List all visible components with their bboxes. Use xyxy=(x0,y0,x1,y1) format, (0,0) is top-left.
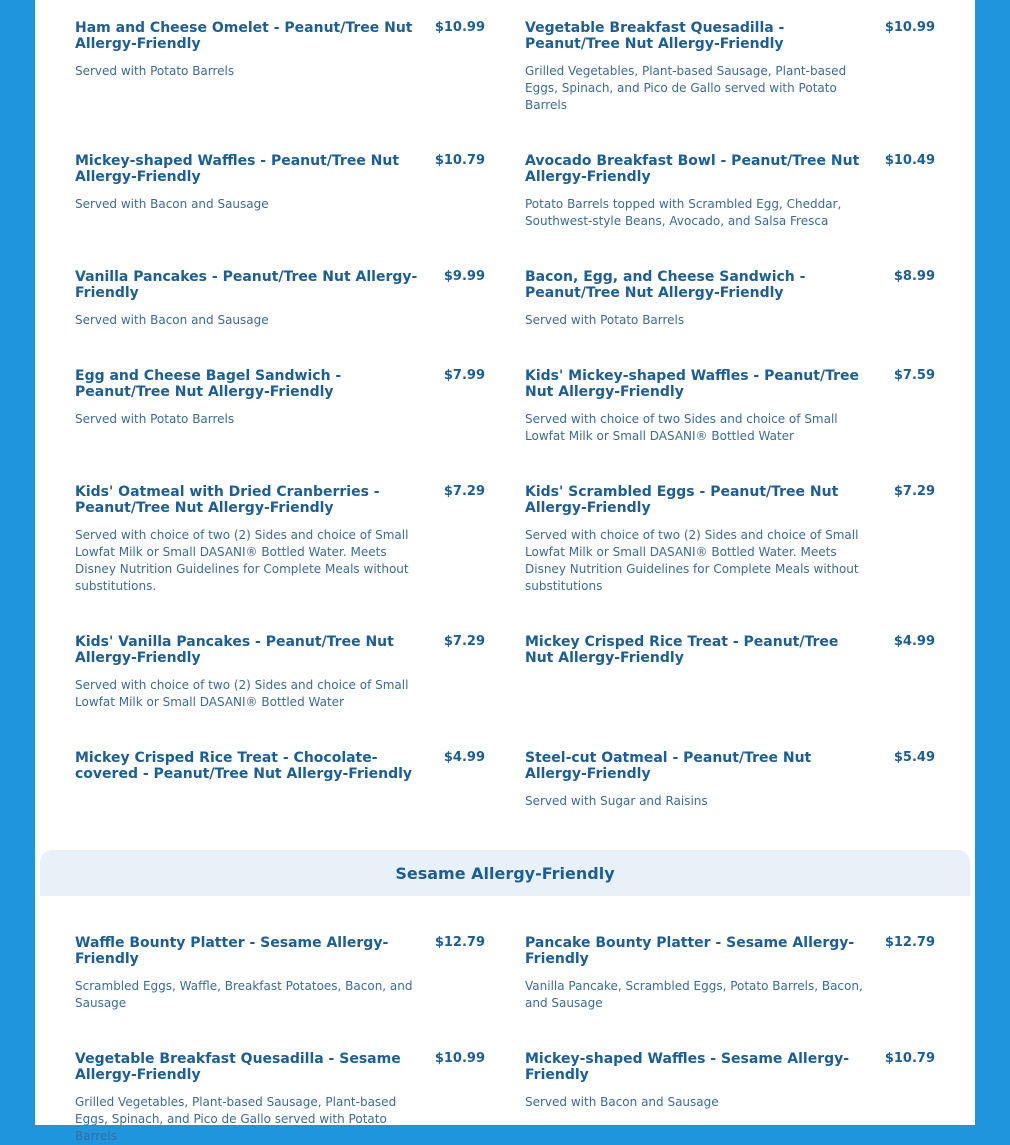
item-price: $4.99 xyxy=(893,634,935,649)
item-name: Vegetable Breakfast Quesadilla - Sesame Allergy-Friendly xyxy=(75,1051,401,1083)
item-name: Kids' Mickey-shaped Waffles - Peanut/Tree Nut Allergy-Friendly xyxy=(525,368,859,400)
item-description: Served with Potato Barrels xyxy=(75,64,235,78)
item-name: Mickey-shaped Waffles - Sesame Allergy-Friendly xyxy=(525,1051,850,1083)
item-price: $10.79 xyxy=(884,1051,935,1066)
item-price: $10.99 xyxy=(884,20,935,35)
item-name: Kids' Scrambled Eggs - Peanut/Tree Nut Allergy-Friendly xyxy=(525,484,839,516)
item-price: $8.99 xyxy=(893,269,935,284)
item-name: Steel-cut Oatmeal - Peanut/Tree Nut Allergy-Friendly xyxy=(525,750,812,782)
item-description: Grilled Vegetables, Plant-based Sausage, Plant-based Eggs, Spinach, and Pico de Gallo served with Potato Barrels xyxy=(525,64,847,112)
item-price: $12.79 xyxy=(884,935,935,950)
item-price: $7.29 xyxy=(443,634,485,649)
item-description: Served with choice of two (2) Sides and choice of Small Lowfat Milk or Small DASANI® Bottled Water. Meets Disney Nutrition Guidelines for Complete Meals without substitutions. xyxy=(75,528,409,593)
item-price: $10.99 xyxy=(434,1051,485,1066)
item-price: $7.29 xyxy=(443,484,485,499)
item-name: Vegetable Breakfast Quesadilla - Peanut/Tree Nut Allergy-Friendly xyxy=(525,20,785,52)
item-description: Served with Potato Barrels xyxy=(75,412,235,426)
item-name: Vanilla Pancakes - Peanut/Tree Nut Allergy-Friendly xyxy=(75,269,418,301)
item-description: Grilled Vegetables, Plant-based Sausage, Plant-based Eggs, Spinach, and Pico de Gallo served with Potato Barrels xyxy=(75,1095,397,1143)
item-description: Scrambled Eggs, Waffle, Breakfast Potatoes, Bacon, and Sausage xyxy=(75,979,413,1010)
item-price: $7.29 xyxy=(893,484,935,499)
item-price: $9.99 xyxy=(443,269,485,284)
item-price: $7.59 xyxy=(893,368,935,383)
item-name: Bacon, Egg, and Cheese Sandwich - Peanut/Tree Nut Allergy-Friendly xyxy=(525,269,806,301)
item-name: Egg and Cheese Bagel Sandwich - Peanut/Tree Nut Allergy-Friendly xyxy=(75,368,342,400)
item-description: Served with Sugar and Raisins xyxy=(525,794,708,808)
item-name: Pancake Bounty Platter - Sesame Allergy-Friendly xyxy=(525,935,855,967)
item-name: Waffle Bounty Platter - Sesame Allergy-Friendly xyxy=(75,935,389,967)
item-name: Mickey Crisped Rice Treat - Peanut/Tree Nut Allergy-Friendly xyxy=(525,634,839,666)
item-name: Ham and Cheese Omelet - Peanut/Tree Nut Allergy-Friendly xyxy=(75,20,413,52)
item-description: Served with Bacon and Sausage xyxy=(75,313,269,327)
item-price: $5.49 xyxy=(893,750,935,765)
item-description: Served with choice of two (2) Sides and choice of Small Lowfat Milk or Small DASANI® Bottled Water. Meets Disney Nutrition Guidelines for Complete Meals without substitutions xyxy=(525,528,859,593)
item-description: Served with Bacon and Sausage xyxy=(525,1095,719,1109)
section-title: Sesame Allergy-Friendly xyxy=(395,863,615,883)
item-name: Kids' Oatmeal with Dried Cranberries - Peanut/Tree Nut Allergy-Friendly xyxy=(75,484,380,516)
item-price: $10.49 xyxy=(884,153,935,168)
item-description: Served with Bacon and Sausage xyxy=(75,197,269,211)
item-description: Potato Barrels topped with Scrambled Egg, Cheddar, Southwest-style Beans, Avocado, and Salsa Fresca xyxy=(525,197,842,228)
item-description: Vanilla Pancake, Scrambled Eggs, Potato Barrels, Bacon, and Sausage xyxy=(525,979,863,1010)
item-description: Served with Potato Barrels xyxy=(525,313,685,327)
item-description: Served with choice of two Sides and choice of Small Lowfat Milk or Small DASANI® Bottled Water xyxy=(525,412,838,443)
item-name: Avocado Breakfast Bowl - Peanut/Tree Nut Allergy-Friendly xyxy=(525,153,860,185)
item-price: $10.99 xyxy=(434,20,485,35)
item-name: Kids' Vanilla Pancakes - Peanut/Tree Nut Allergy-Friendly xyxy=(75,634,394,666)
item-price: $4.99 xyxy=(443,750,485,765)
item-price: $7.99 xyxy=(443,368,485,383)
item-description: Served with choice of two (2) Sides and choice of Small Lowfat Milk or Small DASANI® Bottled Water xyxy=(75,678,409,709)
item-name: Mickey-shaped Waffles - Peanut/Tree Nut Allergy-Friendly xyxy=(75,153,400,185)
item-price: $10.79 xyxy=(434,153,485,168)
item-name: Mickey Crisped Rice Treat - Chocolate-covered - Peanut/Tree Nut Allergy-Friendly xyxy=(75,750,413,782)
section-header-sesame xyxy=(40,850,970,896)
item-price: $12.79 xyxy=(434,935,485,950)
